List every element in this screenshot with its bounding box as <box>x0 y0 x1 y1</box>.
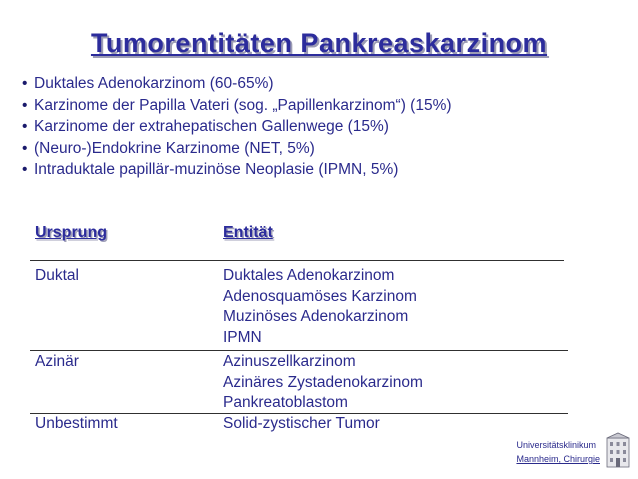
table-cell-origin: Unbestimmt <box>35 415 118 432</box>
university-building-icon <box>606 432 630 468</box>
table-header-origin: Ursprung <box>35 224 107 241</box>
table-divider <box>30 350 568 351</box>
bullet-item <box>22 159 452 181</box>
table-cell-entities <box>223 266 417 348</box>
bullet-text: (Neuro-)Endokrine Karzinome (NET, 5%) <box>34 139 315 157</box>
footer-institution <box>516 438 600 466</box>
table-cell-origin: Azinär <box>35 353 79 370</box>
entity-item: Pankreatoblastom <box>223 394 348 411</box>
entity-item: Solid-zystischer Tumor <box>223 415 380 432</box>
bullet-dot-icon: • <box>22 118 28 135</box>
bullet-item <box>22 95 452 117</box>
table-cell-entities <box>223 352 423 414</box>
bullet-text: Intraduktale papillär-muzinöse Neoplasie (IPMN, 5%) <box>34 161 399 178</box>
entity-item: Duktales Adenokarzinom <box>223 267 395 284</box>
bullet-dot-icon: • <box>22 75 28 92</box>
bullet-text: Karzinome der Papilla Vateri (sog. „Papillenkarzinom“) (15%) <box>34 96 452 114</box>
bullet-dot-icon: • <box>22 96 28 114</box>
bullet-item <box>22 116 452 138</box>
bullet-item <box>22 73 452 95</box>
bullet-text: Karzinome der extrahepatischen Gallenwege (15%) <box>34 118 389 135</box>
table-header-entity: Entität <box>223 224 273 241</box>
entity-item: Adenosquamöses Karzinom <box>223 287 417 305</box>
entity-item: IPMN <box>223 328 262 346</box>
bullet-dot-icon: • <box>22 139 28 157</box>
table-cell-origin: Duktal <box>35 267 79 284</box>
table-cell-entities <box>223 414 380 435</box>
bullet-item <box>22 138 452 160</box>
bullet-text: Duktales Adenokarzinom (60-65%) <box>34 75 274 92</box>
footer-line-1: Universitätsklinikum <box>516 440 596 450</box>
entity-item: Azinuszellkarzinom <box>223 353 356 370</box>
entity-item: Muzinöses Adenokarzinom <box>223 308 409 325</box>
bullet-list <box>22 73 452 181</box>
bullet-dot-icon: • <box>22 161 28 178</box>
entity-item: Azinäres Zystadenokarzinom <box>223 373 423 391</box>
page-title: Tumorentitäten Pankreaskarzinom <box>90 28 548 58</box>
table-divider <box>30 260 564 261</box>
footer-line-2: Mannheim, Chirurgie <box>516 454 600 464</box>
